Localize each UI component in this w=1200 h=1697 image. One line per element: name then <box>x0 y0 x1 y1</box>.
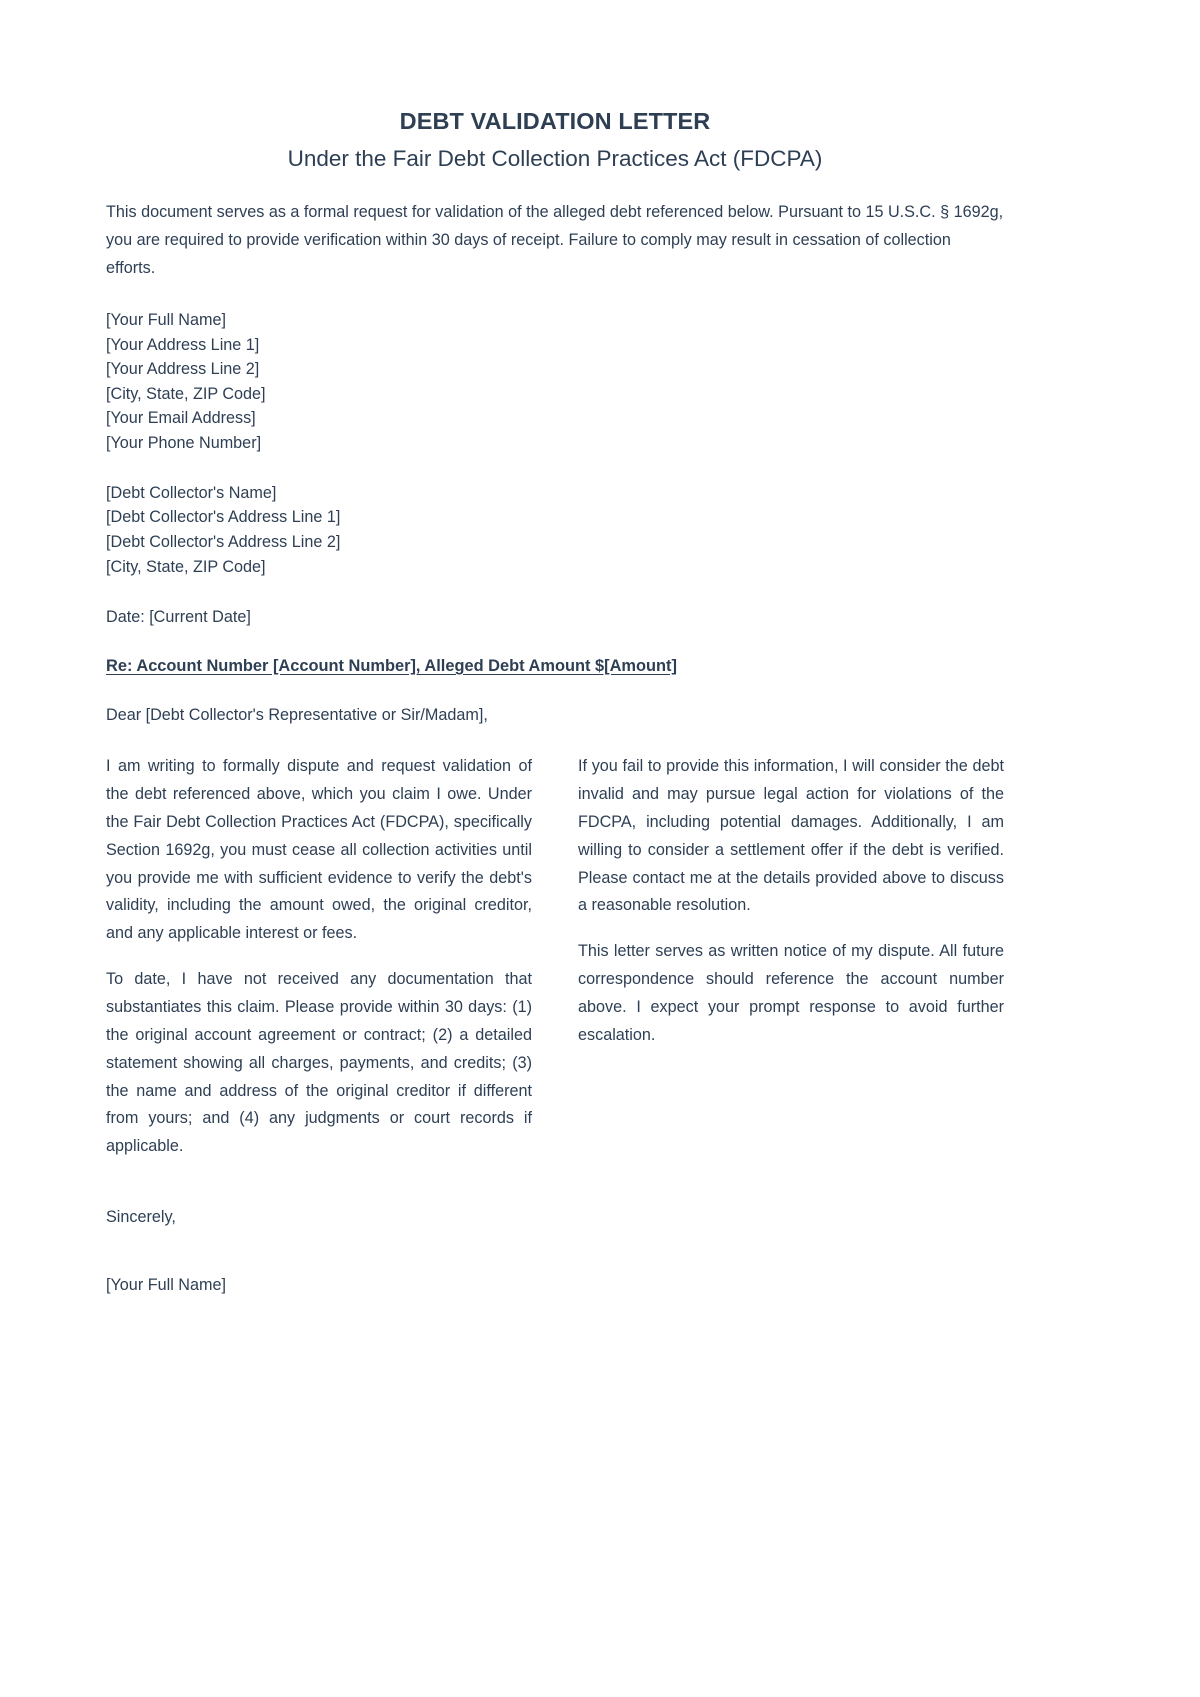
body-right-column <box>578 753 1004 1050</box>
sender-line: [Your Full Name] <box>106 310 226 329</box>
date-line: Date: [Current Date] <box>106 608 251 627</box>
sender-line: [City, State, ZIP Code] <box>106 384 266 403</box>
recipient-line: [City, State, ZIP Code] <box>106 557 266 576</box>
sender-line: [Your Address Line 1] <box>106 335 260 354</box>
sender-line: [Your Address Line 2] <box>106 360 260 379</box>
recipient-address-block <box>106 456 1004 580</box>
intro-paragraph: This document serves as a formal request for validation of the alleged debt referenced below. Pursuant to 15 U.S.C. § 1692g, you are required to provide verification within 30 days of receipt. Failure to comply may result in cessation of collection efforts. <box>106 203 1004 278</box>
closing-salutation: Sincerely, <box>106 1208 176 1227</box>
recipient-line: [Debt Collector's Address Line 1] <box>106 508 341 527</box>
page-title: DEBT VALIDATION LETTER <box>399 108 711 134</box>
sender-line: [Your Phone Number] <box>106 434 262 453</box>
page-subtitle: Under the Fair Debt Collection Practices Act (FDCPA) <box>287 146 823 172</box>
signature-name: [Your Full Name] <box>106 1276 226 1295</box>
sender-line: [Your Email Address] <box>106 409 256 428</box>
body-paragraph: If you fail to provide this information, I will consider the debt invalid and may pursue legal action for violations of the FDCPA, including potential damages. Additionally, I am willing to consider a settlement offer if the debt is verified. Please contact me at the details provided above to discuss a reasonable resolution. <box>578 757 1004 915</box>
body-paragraph: To date, I have not received any documentation that substantiates this claim. Please provide within 30 days: (1) the original account agreement or contract; (2) a detailed statement showing all charges, payments, and credits; (3) the name and address of the original creditor if different from yours; and (4) any judgments or court records if applicable. <box>106 970 532 1156</box>
body-paragraph: This letter serves as written notice of my dispute. All future correspondence should reference the account number above. I expect your prompt response to avoid further escalation. <box>578 942 1004 1044</box>
body-columns <box>106 727 1004 1161</box>
subject-line-wrapper <box>106 630 1004 676</box>
recipient-line: [Debt Collector's Name] <box>106 483 277 502</box>
letter-sheet <box>106 0 1004 1298</box>
recipient-line: [Debt Collector's Address Line 2] <box>106 532 341 551</box>
salutation: Dear [Debt Collector's Representative or Sir/Madam], <box>106 705 488 724</box>
body-paragraph: I am writing to formally dispute and request validation of the debt referenced above, which you claim I owe. Under the Fair Debt Collection Practices Act (FDCPA), specifically Section 1692g, you must cease all collection activities until you provide me with sufficient evidence to verify the debt's validity, including the amount owed, the original creditor, and any applicable interest or fees. <box>106 757 532 943</box>
body-left-column <box>106 753 532 1161</box>
sender-address-block <box>106 283 1004 456</box>
subject-line: Re: Account Number [Account Number], Alleged Debt Amount $[Amount] <box>106 656 677 675</box>
